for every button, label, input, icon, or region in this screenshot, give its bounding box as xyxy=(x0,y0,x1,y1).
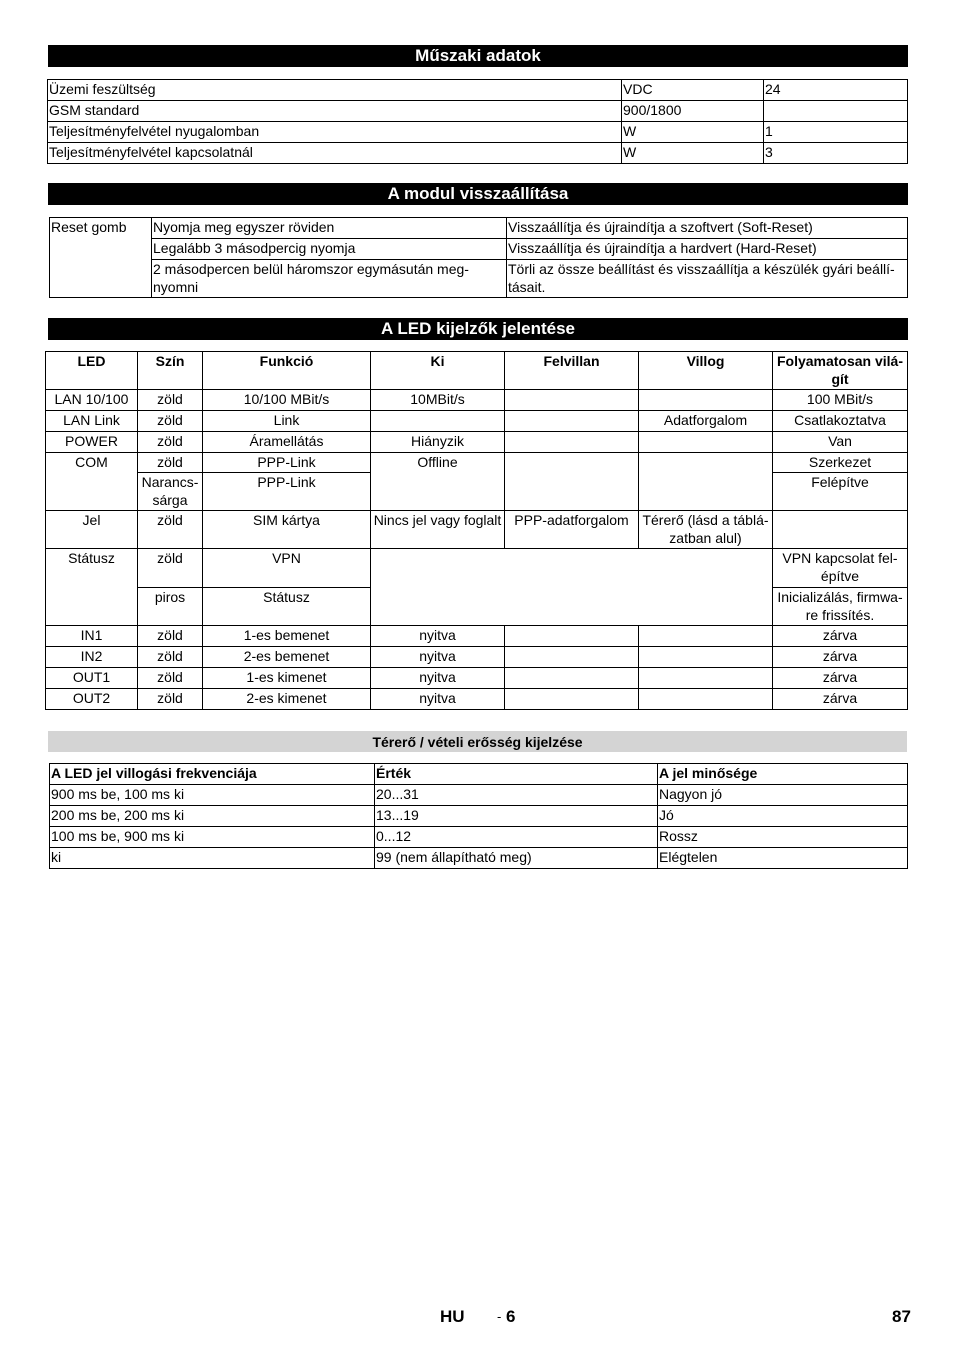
led-color: zöld xyxy=(138,549,203,588)
led-flash xyxy=(505,390,639,411)
section-title-tech: Műszaki adatok xyxy=(48,45,908,67)
table-header-row xyxy=(50,764,908,785)
signal-frequency: 100 ms be, 900 ms ki xyxy=(50,827,375,848)
led-steady: VPN kapcsolat fel-építve xyxy=(773,549,908,588)
signal-table xyxy=(49,763,908,869)
led-blink xyxy=(639,689,773,710)
led-function: PPP-Link xyxy=(203,473,371,511)
tech-value: 3 xyxy=(764,143,908,164)
led-blink: Térerő (lásd a táblá-zatban alul) xyxy=(639,511,773,549)
table-header-row xyxy=(46,352,908,390)
reset-result: Visszaállítja és újraindítja a hardvert (Hard-Reset) xyxy=(507,239,908,260)
table-row xyxy=(48,122,908,143)
led-function: Link xyxy=(203,411,371,432)
led-name: COM xyxy=(46,453,138,511)
led-function: 10/100 MBit/s xyxy=(203,390,371,411)
table-row xyxy=(46,511,908,549)
signal-frequency: 900 ms be, 100 ms ki xyxy=(50,785,375,806)
led-color: Narancs-sárga xyxy=(138,473,203,511)
table-row xyxy=(46,689,908,710)
column-header: A LED jel villogási frekvenciája xyxy=(50,764,375,785)
led-color: zöld xyxy=(138,390,203,411)
table-row xyxy=(46,626,908,647)
led-steady: zárva xyxy=(773,647,908,668)
led-function: SIM kártya xyxy=(203,511,371,549)
led-steady: Van xyxy=(773,432,908,453)
signal-quality: Jó xyxy=(658,806,908,827)
reset-result: Törli az össze beállítást és visszaállítja a készülék gyári beállí-tásait. xyxy=(507,260,908,298)
footer-language: HU xyxy=(440,1307,465,1326)
led-steady: zárva xyxy=(773,668,908,689)
table-row xyxy=(46,411,908,432)
tech-unit: W xyxy=(622,122,764,143)
led-steady: zárva xyxy=(773,626,908,647)
led-name: LAN Link xyxy=(46,411,138,432)
column-header: Folyamatosan vilá-gít xyxy=(773,352,908,390)
tech-label: Teljesítményfelvétel kapcsolatnál xyxy=(48,143,622,164)
led-name: OUT1 xyxy=(46,668,138,689)
signal-frequency: 200 ms be, 200 ms ki xyxy=(50,806,375,827)
led-flash: PPP-adatforgalom xyxy=(505,511,639,549)
led-flash xyxy=(505,668,639,689)
table-row xyxy=(50,218,908,239)
led-color: zöld xyxy=(138,511,203,549)
column-header: Szín xyxy=(138,352,203,390)
led-blink xyxy=(639,647,773,668)
tech-unit: 900/1800 xyxy=(622,101,764,122)
signal-value: 13...19 xyxy=(375,806,658,827)
section-title-led: A LED kijelzők jelentése xyxy=(48,318,908,340)
reset-action: 2 másodpercen belül háromszor egymásután meg-nyomni xyxy=(152,260,507,298)
signal-quality: Rossz xyxy=(658,827,908,848)
led-off: nyitva xyxy=(371,647,505,668)
reset-table xyxy=(49,217,908,298)
column-header: Villog xyxy=(639,352,773,390)
led-function: 1-es bemenet xyxy=(203,626,371,647)
led-color: zöld xyxy=(138,647,203,668)
tech-unit: W xyxy=(622,143,764,164)
table-row xyxy=(50,827,908,848)
table-row xyxy=(48,101,908,122)
table-row xyxy=(46,390,908,411)
led-steady xyxy=(773,511,908,549)
section-title-signal: Térerő / vételi erősség kijelzése xyxy=(48,731,907,752)
led-blink xyxy=(639,453,773,511)
table-row xyxy=(46,453,908,473)
signal-value: 20...31 xyxy=(375,785,658,806)
signal-frequency: ki xyxy=(50,848,375,869)
column-header: Érték xyxy=(375,764,658,785)
tech-label: GSM standard xyxy=(48,101,622,122)
led-name: POWER xyxy=(46,432,138,453)
footer-section-number: 6 xyxy=(506,1307,516,1326)
led-name: LAN 10/100 xyxy=(46,390,138,411)
column-header: LED xyxy=(46,352,138,390)
table-row xyxy=(46,668,908,689)
tech-value: 24 xyxy=(764,80,908,101)
table-row xyxy=(50,785,908,806)
led-off: Offline xyxy=(371,453,505,511)
tech-label: Teljesítményfelvétel nyugalomban xyxy=(48,122,622,143)
led-function: 2-es kimenet xyxy=(203,689,371,710)
led-color: zöld xyxy=(138,689,203,710)
led-name: IN1 xyxy=(46,626,138,647)
led-flash xyxy=(505,626,639,647)
led-name: IN2 xyxy=(46,647,138,668)
led-blink: Adatforgalom xyxy=(639,411,773,432)
led-color: zöld xyxy=(138,668,203,689)
tech-label: Üzemi feszültség xyxy=(48,80,622,101)
led-name: Jel xyxy=(46,511,138,549)
table-row xyxy=(48,80,908,101)
led-color: piros xyxy=(138,588,203,626)
led-flash xyxy=(505,689,639,710)
led-steady: Felépítve xyxy=(773,473,908,511)
led-steady: Csatlakoztatva xyxy=(773,411,908,432)
table-row xyxy=(50,806,908,827)
tech-unit: VDC xyxy=(622,80,764,101)
reset-action: Nyomja meg egyszer röviden xyxy=(152,218,507,239)
led-table xyxy=(45,351,908,710)
signal-quality: Nagyon jó xyxy=(658,785,908,806)
led-off: Hiányzik xyxy=(371,432,505,453)
led-blink xyxy=(639,668,773,689)
reset-button-label: Reset gomb xyxy=(50,218,152,298)
led-function: 2-es bemenet xyxy=(203,647,371,668)
led-blink xyxy=(639,432,773,453)
led-name: Státusz xyxy=(46,549,138,626)
led-flash xyxy=(505,432,639,453)
led-steady: Inicializálás, firmwa-re frissítés. xyxy=(773,588,908,626)
led-steady: zárva xyxy=(773,689,908,710)
led-off: nyitva xyxy=(371,668,505,689)
table-row xyxy=(50,239,908,260)
reset-action: Legalább 3 másodpercig nyomja xyxy=(152,239,507,260)
led-function: VPN xyxy=(203,549,371,588)
signal-value: 99 (nem állapítható meg) xyxy=(375,848,658,869)
led-blink xyxy=(639,626,773,647)
footer-dash: - xyxy=(497,1309,502,1324)
led-steady: Szerkezet xyxy=(773,453,908,473)
column-header: Felvillan xyxy=(505,352,639,390)
led-color: zöld xyxy=(138,432,203,453)
led-merged-empty xyxy=(371,549,773,626)
led-blink xyxy=(639,390,773,411)
led-off: nyitva xyxy=(371,689,505,710)
column-header: A jel minősége xyxy=(658,764,908,785)
section-title-reset: A modul visszaállítása xyxy=(48,183,908,205)
tech-value: 1 xyxy=(764,122,908,143)
tech-value xyxy=(764,101,908,122)
led-off: nyitva xyxy=(371,626,505,647)
led-flash xyxy=(505,411,639,432)
led-function: Státusz xyxy=(203,588,371,626)
led-color: zöld xyxy=(138,411,203,432)
led-off xyxy=(371,411,505,432)
signal-value: 0...12 xyxy=(375,827,658,848)
reset-result: Visszaállítja és újraindítja a szoftvert (Soft-Reset) xyxy=(507,218,908,239)
led-function: PPP-Link xyxy=(203,453,371,473)
table-row xyxy=(48,143,908,164)
signal-quality: Elégtelen xyxy=(658,848,908,869)
led-function: Áramellátás xyxy=(203,432,371,453)
led-flash xyxy=(505,453,639,511)
column-header: Funkció xyxy=(203,352,371,390)
led-color: zöld xyxy=(138,626,203,647)
led-function: 1-es kimenet xyxy=(203,668,371,689)
led-flash xyxy=(505,647,639,668)
led-steady: 100 MBit/s xyxy=(773,390,908,411)
table-row xyxy=(46,647,908,668)
table-row xyxy=(50,848,908,869)
footer-page-number: 87 xyxy=(892,1307,911,1326)
table-row xyxy=(46,549,908,588)
column-header: Ki xyxy=(371,352,505,390)
led-off: 10MBit/s xyxy=(371,390,505,411)
table-row xyxy=(50,260,908,298)
tech-table xyxy=(47,79,908,164)
led-color: zöld xyxy=(138,453,203,473)
led-off: Nincs jel vagy foglalt xyxy=(371,511,505,549)
led-name: OUT2 xyxy=(46,689,138,710)
table-row xyxy=(46,432,908,453)
